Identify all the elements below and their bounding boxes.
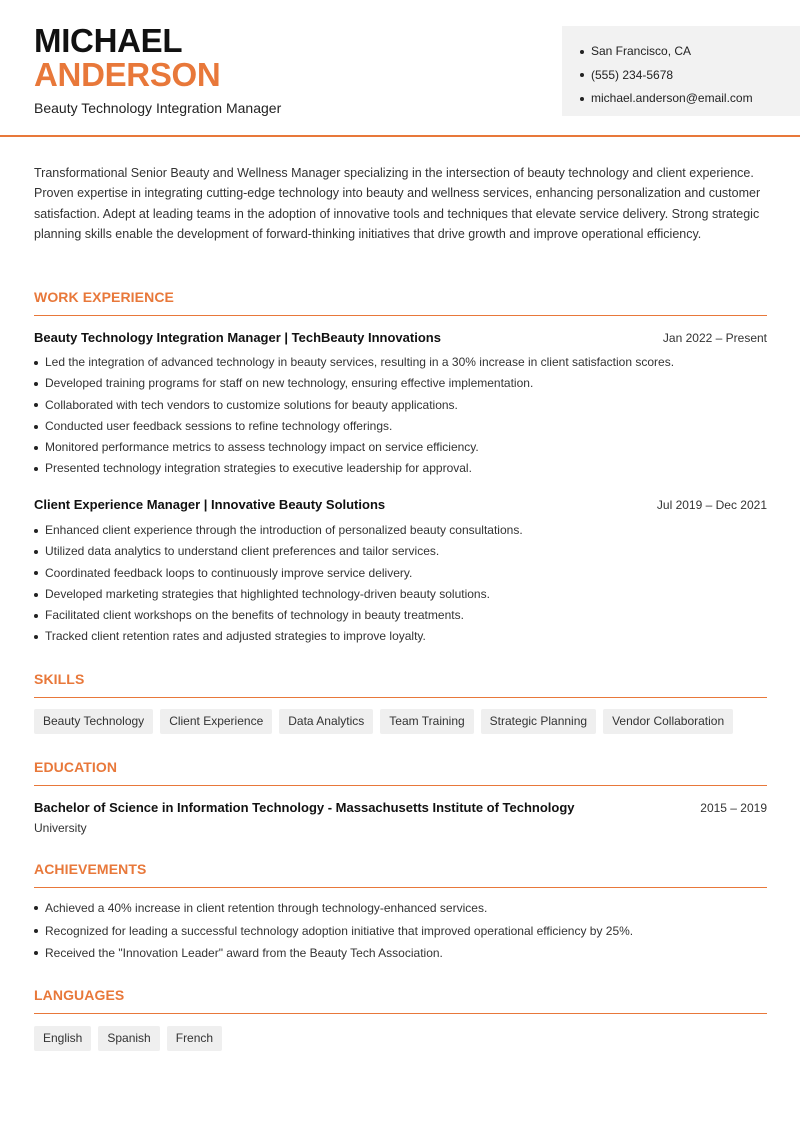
section-title-work: WORK EXPERIENCE [34,289,767,316]
list-item: Enhanced client experience through the introduction of personalized beauty consultations. [34,520,767,541]
first-name: MICHAEL [34,22,183,59]
resume-header [0,0,800,137]
contact-location: San Francisco, CA [580,40,800,64]
bullet-icon [34,929,38,933]
bullet-icon [34,382,38,386]
list-item: Presented technology integration strategies to executive leadership for approval. [34,458,767,479]
list-item: Developed training programs for staff on new technology, ensuring effective implementation. [34,373,767,394]
section-title-achievements: ACHIEVEMENTS [34,861,767,888]
job-bullets [34,520,767,648]
bullet-icon [34,614,38,618]
language-chip: English [34,1026,91,1051]
list-item: Developed marketing strategies that highlighted technology-driven beauty solutions. [34,584,767,605]
bullet-icon [34,593,38,597]
bullet-icon [34,467,38,471]
bullet-icon [580,50,584,54]
education-dates: 2015 – 2019 [700,801,767,815]
job-dates: Jan 2022 – Present [662,331,767,345]
contact-phone: (555) 234-5678 [580,64,800,88]
list-item: Recognized for leading a successful technology adoption initiative that improved operational efficiency by 25%. [34,920,767,943]
bullet-icon [34,550,38,554]
languages-list [34,1026,774,1051]
list-item: Collaborated with tech vendors to customize solutions for beauty applications. [34,395,767,416]
contact-box [562,26,800,116]
job-header [34,330,767,345]
bullet-icon [34,361,38,365]
language-chip: Spanish [98,1026,159,1051]
candidate-name [34,24,220,92]
section-title-education: EDUCATION [34,759,767,786]
list-item: Conducted user feedback sessions to refine technology offerings. [34,416,767,437]
skill-chip: Beauty Technology [34,709,153,734]
bullet-icon [34,403,38,407]
skill-chip: Vendor Collaboration [603,709,733,734]
list-item: Led the integration of advanced technology in beauty services, resulting in a 30% increase in client satisfaction scores. [34,352,767,373]
degree: Bachelor of Science in Information Technology - Massachusetts Institute of Technology [34,800,575,815]
bullet-icon [34,571,38,575]
contact-email: michael.anderson@email.com [580,87,800,111]
list-item: Monitored performance metrics to assess technology impact on service efficiency. [34,437,767,458]
last-name: ANDERSON [34,56,221,93]
job-role: Beauty Technology Integration Manager | TechBeauty Innovations [34,330,441,345]
list-item: Utilized data analytics to understand client preferences and tailor services. [34,541,767,562]
list-item: Tracked client retention rates and adjusted strategies to improve loyalty. [34,626,767,647]
bullet-icon [34,425,38,429]
skill-chip: Strategic Planning [481,709,596,734]
job-dates: Jul 2019 – Dec 2021 [656,498,767,512]
bullet-icon [580,73,584,77]
job-bullets [34,352,767,480]
list-item: Coordinated feedback loops to continuously improve service delivery. [34,563,767,584]
section-title-skills: SKILLS [34,671,767,698]
bullet-icon [34,529,38,533]
list-item: Received the "Innovation Leader" award from the Beauty Tech Association. [34,942,767,965]
list-item: Achieved a 40% increase in client retention through technology-enhanced services. [34,897,767,920]
bullet-icon [580,97,584,101]
professional-summary: Transformational Senior Beauty and Wellness Manager specializing in the intersection of beauty technology and client experience. Proven expertise in integrating cutting-edge technology into beauty and wellness services, enhancing personalization and customer satisfaction. Adept at leading teams in the adoption of innovative tools and techniques that elevate service delivery. Strong strategic planning skills enable the development of forward-thinking initiatives that drive growth and improve operational efficiency. [34,166,761,242]
bullet-icon [34,635,38,639]
language-chip: French [167,1026,222,1051]
education-type: University [34,821,87,835]
job-header [34,497,767,512]
bullet-icon [34,951,38,955]
education-header [34,800,767,815]
section-title-languages: LANGUAGES [34,987,767,1014]
job-role: Client Experience Manager | Innovative Beauty Solutions [34,497,386,512]
bullet-icon [34,906,38,910]
skill-chip: Client Experience [160,709,272,734]
skills-list [34,709,774,734]
skill-chip: Data Analytics [279,709,373,734]
list-item: Facilitated client workshops on the benefits of technology in beauty treatments. [34,605,767,626]
achievements-list [34,897,767,965]
bullet-icon [34,446,38,450]
job-title: Beauty Technology Integration Manager [34,100,282,116]
skill-chip: Team Training [380,709,473,734]
